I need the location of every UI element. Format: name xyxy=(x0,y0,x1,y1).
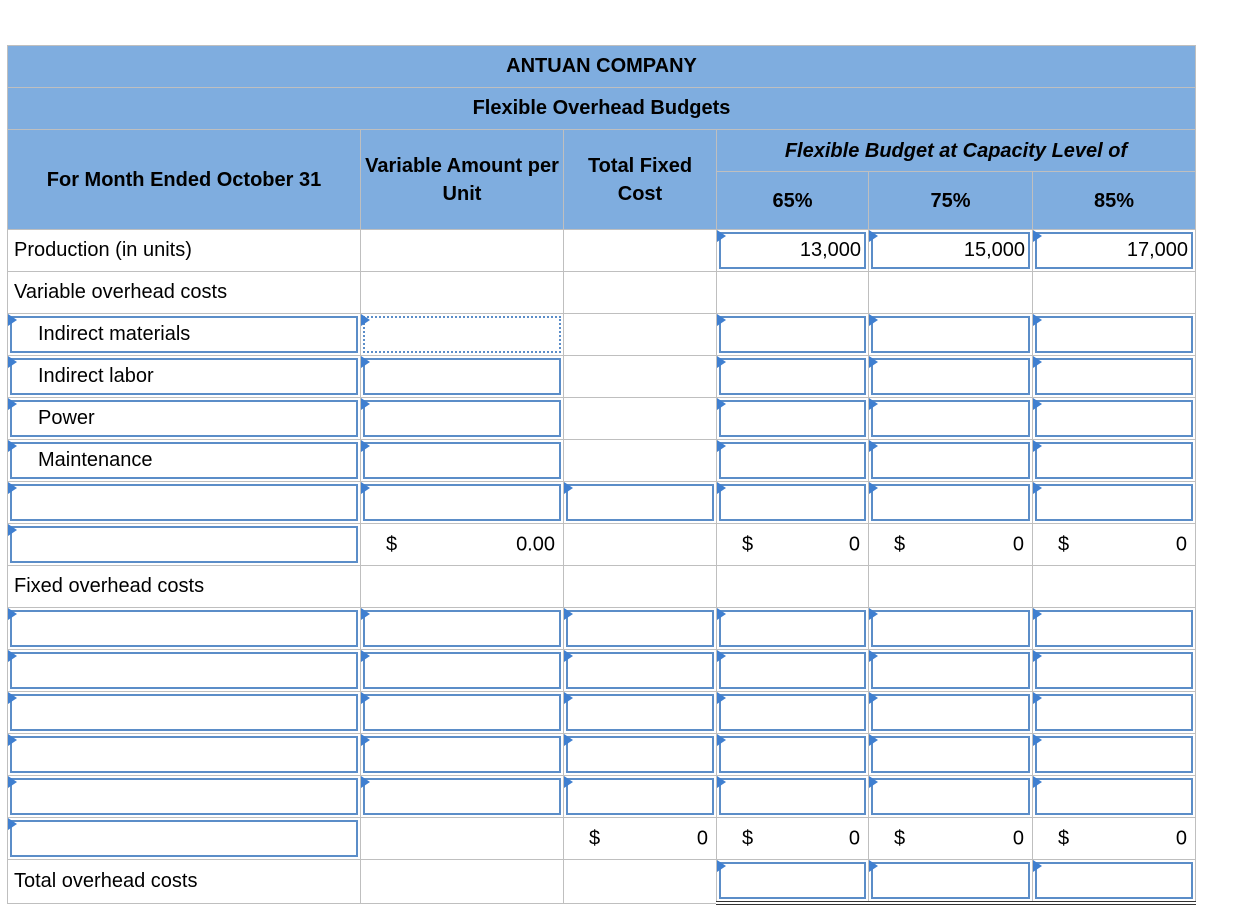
period-label: For Month Ended October 31 xyxy=(8,130,361,230)
total-65-cell[interactable] xyxy=(717,860,869,904)
empty-cell xyxy=(564,440,717,482)
input-marker-icon xyxy=(869,440,878,452)
input-marker-icon xyxy=(717,398,726,410)
fixed-total-85-value: 0 xyxy=(1175,827,1188,849)
currency-symbol: $ xyxy=(1058,533,1070,555)
var-85-cell[interactable] xyxy=(1033,356,1196,398)
fixed-cost-cell[interactable] xyxy=(564,692,717,734)
fixed-item-input[interactable] xyxy=(10,610,358,647)
fixed-rate-cell[interactable] xyxy=(361,692,564,734)
input-marker-icon xyxy=(869,230,878,242)
variable-total-rate xyxy=(361,524,564,566)
var-75-cell[interactable] xyxy=(869,314,1033,356)
fixed-85-input[interactable] xyxy=(1035,652,1193,689)
variable-item-cell[interactable] xyxy=(8,356,361,398)
empty-cell xyxy=(564,566,717,608)
input-marker-icon xyxy=(361,776,370,788)
fixed-75-input[interactable] xyxy=(871,652,1030,689)
fixed-cost-cell[interactable] xyxy=(564,776,717,818)
company-name: ANTUAN COMPANY xyxy=(8,46,1196,88)
production-75-cell[interactable] xyxy=(869,230,1033,272)
variable-total-65-value: 0 xyxy=(848,533,860,555)
empty-cell xyxy=(564,356,717,398)
input-marker-icon xyxy=(869,776,878,788)
fixed-75-input[interactable] xyxy=(871,610,1030,647)
input-marker-icon xyxy=(361,440,370,452)
var-85-input[interactable] xyxy=(1035,442,1193,479)
total-fixed-cost-header: Total Fixed Cost xyxy=(564,130,717,230)
var-75-cell[interactable] xyxy=(869,356,1033,398)
fixed-65-input[interactable] xyxy=(719,736,866,773)
fixed-item-cell[interactable] xyxy=(8,650,361,692)
currency-symbol: $ xyxy=(1058,827,1070,849)
total-75-cell[interactable] xyxy=(869,860,1033,904)
fixed-65-cell[interactable] xyxy=(717,776,869,818)
currency-symbol: $ xyxy=(589,827,601,849)
total-85-cell[interactable] xyxy=(1033,860,1196,904)
production-75-input[interactable]: 15,000 xyxy=(871,232,1030,269)
fixed-item-cell[interactable] xyxy=(8,608,361,650)
input-marker-icon xyxy=(717,650,726,662)
input-marker-icon xyxy=(717,734,726,746)
input-marker-icon xyxy=(869,398,878,410)
currency-symbol: $ xyxy=(894,827,906,849)
var-85-cell[interactable] xyxy=(1033,482,1196,524)
input-marker-icon xyxy=(1033,398,1042,410)
fixed-rate-cell[interactable] xyxy=(361,650,564,692)
fixed-65-input[interactable] xyxy=(719,610,866,647)
fixed-65-input[interactable] xyxy=(719,652,866,689)
fixed-85-cell[interactable] xyxy=(1033,650,1196,692)
input-marker-icon xyxy=(717,692,726,704)
var-65-cell[interactable] xyxy=(717,356,869,398)
fixed-total-65-value: 0 xyxy=(848,827,860,849)
variable-total-rate-value: 0.00 xyxy=(516,533,555,555)
fixed-total-cost-value: 0 xyxy=(696,827,708,849)
fixed-total-label-cell[interactable] xyxy=(8,818,361,860)
empty-cell xyxy=(717,566,869,608)
production-65-cell[interactable] xyxy=(717,230,869,272)
production-85-input[interactable]: 17,000 xyxy=(1035,232,1193,269)
var-rate-cell[interactable] xyxy=(361,398,564,440)
var-75-input[interactable] xyxy=(871,316,1030,353)
variable-item-input[interactable] xyxy=(10,484,358,521)
var-rate-input[interactable] xyxy=(363,358,561,395)
input-marker-icon xyxy=(564,650,573,662)
empty-cell xyxy=(564,230,717,272)
fixed-item-input[interactable] xyxy=(10,778,358,815)
var-85-input[interactable] xyxy=(1035,400,1193,437)
fixed-cost-cell[interactable] xyxy=(564,734,717,776)
fixed-75-input[interactable] xyxy=(871,736,1030,773)
input-marker-icon xyxy=(361,734,370,746)
empty-cell xyxy=(361,818,564,860)
var-75-input[interactable] xyxy=(871,442,1030,479)
currency-symbol: $ xyxy=(386,533,398,555)
input-marker-icon xyxy=(1033,230,1042,242)
variable-amount-header: Variable Amount per Unit xyxy=(361,130,564,230)
fixed-75-cell[interactable] xyxy=(869,608,1033,650)
fixed-cost-cell[interactable] xyxy=(564,650,717,692)
var-fixed-input[interactable] xyxy=(566,484,714,521)
fixed-rate-cell[interactable] xyxy=(361,776,564,818)
fixed-65-cell[interactable] xyxy=(717,734,869,776)
fixed-85-input[interactable] xyxy=(1035,610,1193,647)
variable-total-85-value: 0 xyxy=(1175,533,1188,555)
input-marker-icon xyxy=(361,650,370,662)
input-marker-icon xyxy=(1033,692,1042,704)
var-65-cell[interactable] xyxy=(717,482,869,524)
variable-total-65 xyxy=(717,524,869,566)
empty-cell xyxy=(564,272,717,314)
input-marker-icon xyxy=(1033,314,1042,326)
input-marker-icon xyxy=(361,314,370,326)
variable-total-label-input[interactable] xyxy=(10,526,358,563)
fixed-75-cell[interactable] xyxy=(869,734,1033,776)
fixed-total-label-input[interactable] xyxy=(10,820,358,857)
fixed-rate-input[interactable] xyxy=(363,736,561,773)
input-marker-icon xyxy=(564,692,573,704)
input-marker-icon xyxy=(8,482,17,494)
total-65-input[interactable] xyxy=(719,862,866,899)
input-marker-icon xyxy=(717,314,726,326)
input-marker-icon xyxy=(8,608,17,620)
input-marker-icon xyxy=(717,356,726,368)
var-65-input[interactable] xyxy=(719,400,866,437)
fixed-65-cell[interactable] xyxy=(717,692,869,734)
fixed-85-cell[interactable] xyxy=(1033,608,1196,650)
input-marker-icon xyxy=(564,482,573,494)
fixed-75-cell[interactable] xyxy=(869,776,1033,818)
var-rate-cell[interactable] xyxy=(361,440,564,482)
empty-cell xyxy=(869,272,1033,314)
production-65-input[interactable]: 13,000 xyxy=(719,232,866,269)
variable-section-label: Variable overhead costs xyxy=(8,272,361,314)
input-marker-icon xyxy=(1033,860,1042,872)
var-rate-cell[interactable] xyxy=(361,314,564,356)
empty-cell xyxy=(564,524,717,566)
variable-item-input[interactable]: Maintenance xyxy=(10,442,358,479)
currency-symbol: $ xyxy=(742,533,754,555)
var-85-input[interactable] xyxy=(1035,484,1193,521)
input-marker-icon xyxy=(8,776,17,788)
var-75-input[interactable] xyxy=(871,484,1030,521)
input-marker-icon xyxy=(869,734,878,746)
input-marker-icon xyxy=(869,608,878,620)
fixed-65-cell[interactable] xyxy=(717,650,869,692)
fixed-section-label: Fixed overhead costs xyxy=(8,566,361,608)
fixed-rate-input[interactable] xyxy=(363,694,561,731)
fixed-cost-input[interactable] xyxy=(566,778,714,815)
production-85-cell[interactable] xyxy=(1033,230,1196,272)
empty-cell xyxy=(1033,272,1196,314)
fixed-total-65 xyxy=(717,818,869,860)
var-85-cell[interactable] xyxy=(1033,314,1196,356)
fixed-75-cell[interactable] xyxy=(869,650,1033,692)
input-marker-icon xyxy=(717,860,726,872)
var-75-input[interactable] xyxy=(871,358,1030,395)
fixed-total-cost xyxy=(564,818,717,860)
input-marker-icon xyxy=(8,692,17,704)
fixed-cost-input[interactable] xyxy=(566,610,714,647)
var-85-cell[interactable] xyxy=(1033,440,1196,482)
fixed-rate-input[interactable] xyxy=(363,778,561,815)
input-marker-icon xyxy=(8,356,17,368)
fixed-item-cell[interactable] xyxy=(8,776,361,818)
fixed-cost-input[interactable] xyxy=(566,652,714,689)
fixed-item-cell[interactable] xyxy=(8,692,361,734)
total-overhead-label: Total overhead costs xyxy=(8,860,361,904)
empty-cell xyxy=(717,272,869,314)
var-85-input[interactable] xyxy=(1035,358,1193,395)
fixed-item-input[interactable] xyxy=(10,694,358,731)
fixed-75-input[interactable] xyxy=(871,694,1030,731)
level-85-header: 85% xyxy=(1033,172,1196,230)
level-65-header: 65% xyxy=(717,172,869,230)
fixed-item-input[interactable] xyxy=(10,652,358,689)
var-rate-cell[interactable] xyxy=(361,356,564,398)
input-marker-icon xyxy=(8,314,17,326)
input-marker-icon xyxy=(717,482,726,494)
fixed-total-75 xyxy=(869,818,1033,860)
variable-item-cell[interactable] xyxy=(8,398,361,440)
total-75-input[interactable] xyxy=(871,862,1030,899)
fixed-65-input[interactable] xyxy=(719,778,866,815)
var-75-cell[interactable] xyxy=(869,440,1033,482)
variable-item-input[interactable]: Indirect labor xyxy=(10,358,358,395)
fixed-85-cell[interactable] xyxy=(1033,734,1196,776)
input-marker-icon xyxy=(361,482,370,494)
input-marker-icon xyxy=(717,608,726,620)
fixed-cost-cell[interactable] xyxy=(564,608,717,650)
var-75-cell[interactable] xyxy=(869,482,1033,524)
var-75-input[interactable] xyxy=(871,400,1030,437)
input-marker-icon xyxy=(361,692,370,704)
input-marker-icon xyxy=(361,398,370,410)
fixed-85-input[interactable] xyxy=(1035,736,1193,773)
fixed-rate-cell[interactable] xyxy=(361,608,564,650)
input-marker-icon xyxy=(564,776,573,788)
input-marker-icon xyxy=(1033,482,1042,494)
input-marker-icon xyxy=(8,440,17,452)
input-marker-icon xyxy=(717,440,726,452)
input-marker-icon xyxy=(8,524,17,536)
input-marker-icon xyxy=(869,860,878,872)
input-marker-icon xyxy=(8,734,17,746)
var-65-cell[interactable] xyxy=(717,314,869,356)
fixed-cost-input[interactable] xyxy=(566,694,714,731)
production-label: Production (in units) xyxy=(8,230,361,272)
variable-item-cell[interactable] xyxy=(8,440,361,482)
input-marker-icon xyxy=(564,608,573,620)
empty-cell xyxy=(1033,566,1196,608)
input-marker-icon xyxy=(1033,776,1042,788)
level-75-header: 75% xyxy=(869,172,1033,230)
fixed-rate-input[interactable] xyxy=(363,652,561,689)
input-marker-icon xyxy=(869,650,878,662)
input-marker-icon xyxy=(564,734,573,746)
var-85-cell[interactable] xyxy=(1033,398,1196,440)
flexible-budget-table xyxy=(7,45,1196,905)
var-fixed-cell[interactable] xyxy=(564,482,717,524)
variable-item-input[interactable]: Power xyxy=(10,400,358,437)
report-title: Flexible Overhead Budgets xyxy=(8,88,1196,130)
empty-cell xyxy=(869,566,1033,608)
var-rate-input[interactable] xyxy=(363,400,561,437)
var-65-cell[interactable] xyxy=(717,440,869,482)
fixed-item-cell[interactable] xyxy=(8,734,361,776)
empty-cell xyxy=(361,272,564,314)
fixed-85-input[interactable] xyxy=(1035,694,1193,731)
input-marker-icon xyxy=(717,230,726,242)
variable-item-input[interactable]: Indirect materials xyxy=(10,316,358,353)
input-marker-icon xyxy=(869,692,878,704)
var-65-input[interactable] xyxy=(719,316,866,353)
var-85-input[interactable] xyxy=(1035,316,1193,353)
fixed-85-input[interactable] xyxy=(1035,778,1193,815)
variable-total-label-cell[interactable] xyxy=(8,524,361,566)
currency-symbol: $ xyxy=(742,827,754,849)
fixed-rate-cell[interactable] xyxy=(361,734,564,776)
var-65-input[interactable] xyxy=(719,442,866,479)
currency-symbol: $ xyxy=(894,533,906,555)
input-marker-icon xyxy=(869,482,878,494)
flexible-budget-group-header: Flexible Budget at Capacity Level of xyxy=(717,130,1196,172)
var-rate-cell[interactable] xyxy=(361,482,564,524)
fixed-85-cell[interactable] xyxy=(1033,692,1196,734)
fixed-65-cell[interactable] xyxy=(717,608,869,650)
empty-cell xyxy=(564,398,717,440)
fixed-75-input[interactable] xyxy=(871,778,1030,815)
fixed-total-75-value: 0 xyxy=(1012,827,1024,849)
empty-cell xyxy=(361,230,564,272)
fixed-85-cell[interactable] xyxy=(1033,776,1196,818)
var-65-input[interactable] xyxy=(719,484,866,521)
input-marker-icon xyxy=(717,776,726,788)
fixed-rate-input[interactable] xyxy=(363,610,561,647)
input-marker-icon xyxy=(8,650,17,662)
input-marker-icon xyxy=(8,818,17,830)
variable-total-75 xyxy=(869,524,1033,566)
variable-total-85 xyxy=(1033,524,1196,566)
input-marker-icon xyxy=(869,356,878,368)
variable-item-cell[interactable] xyxy=(8,314,361,356)
input-marker-icon xyxy=(1033,650,1042,662)
input-marker-icon xyxy=(361,356,370,368)
input-marker-icon xyxy=(1033,356,1042,368)
fixed-75-cell[interactable] xyxy=(869,692,1033,734)
var-rate-input[interactable] xyxy=(363,316,561,353)
var-rate-input[interactable] xyxy=(363,442,561,479)
empty-cell xyxy=(564,314,717,356)
variable-total-75-value: 0 xyxy=(1012,533,1024,555)
var-rate-input[interactable] xyxy=(363,484,561,521)
total-85-input[interactable] xyxy=(1035,862,1193,899)
fixed-65-input[interactable] xyxy=(719,694,866,731)
fixed-item-input[interactable] xyxy=(10,736,358,773)
input-marker-icon xyxy=(1033,440,1042,452)
variable-item-cell[interactable] xyxy=(8,482,361,524)
input-marker-icon xyxy=(1033,734,1042,746)
fixed-cost-input[interactable] xyxy=(566,736,714,773)
empty-cell xyxy=(564,860,717,904)
fixed-total-85 xyxy=(1033,818,1196,860)
var-75-cell[interactable] xyxy=(869,398,1033,440)
var-65-input[interactable] xyxy=(719,358,866,395)
input-marker-icon xyxy=(869,314,878,326)
input-marker-icon xyxy=(1033,608,1042,620)
input-marker-icon xyxy=(361,608,370,620)
empty-cell xyxy=(361,566,564,608)
empty-cell xyxy=(361,860,564,904)
var-65-cell[interactable] xyxy=(717,398,869,440)
input-marker-icon xyxy=(8,398,17,410)
